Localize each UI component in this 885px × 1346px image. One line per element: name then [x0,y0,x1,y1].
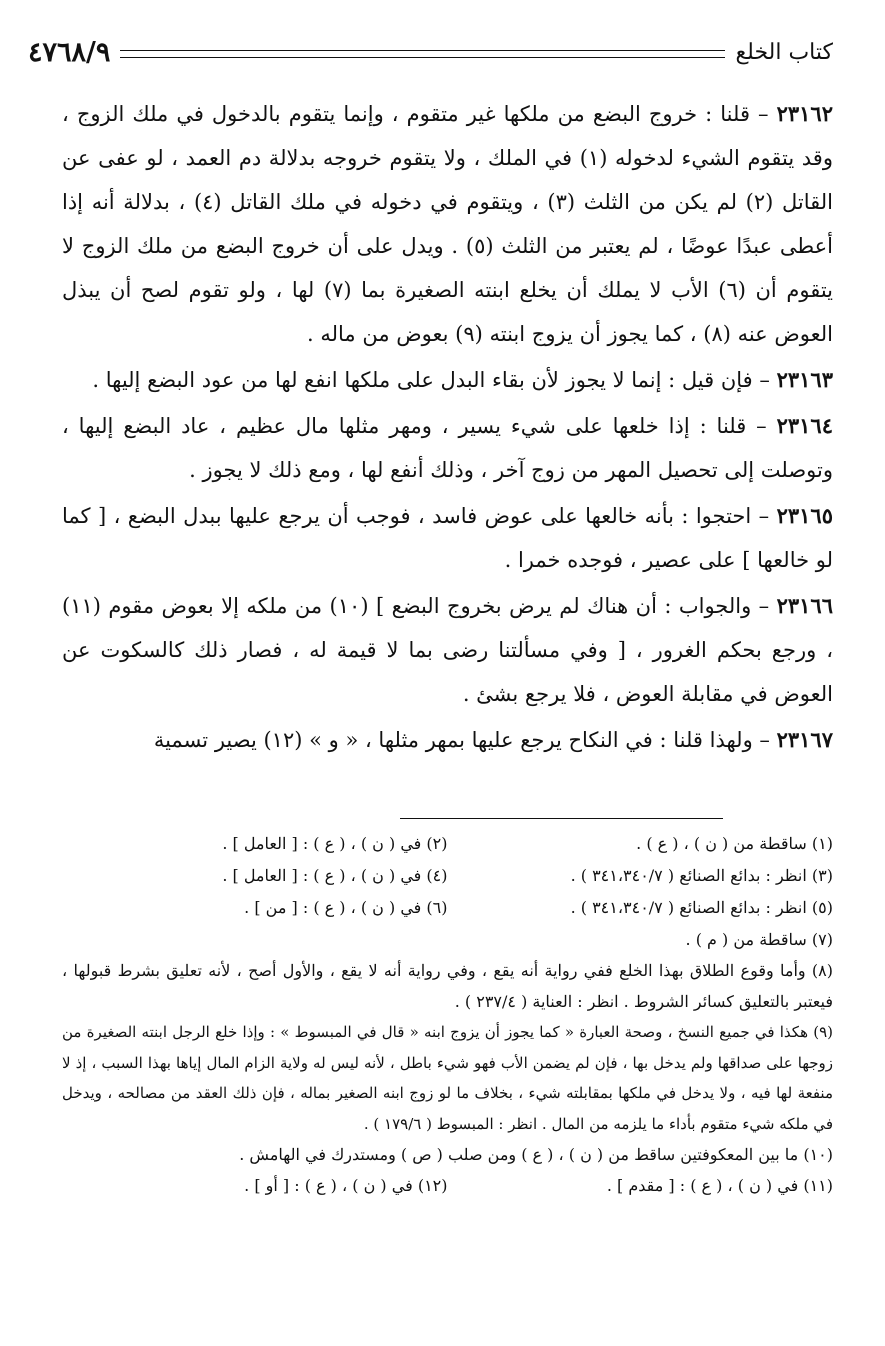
paragraph-number: ٢٣١٦٦ [776,593,833,618]
footnote-row [62,860,833,892]
footnote-row [62,828,833,860]
book-title: كتاب الخلع [735,39,833,65]
footnotes [62,828,833,1202]
footnote: (١٢) في ( ن ) ، ( ع ) : [ أو ] . [244,1176,448,1195]
paragraph-number: ٢٣١٦٥ [776,503,833,528]
paragraph [62,494,833,582]
paragraph [62,584,833,716]
paragraph-text: – قلنا : خروج البضع من ملكها غير متقوم ، وإنما يتقوم بالدخول في ملك الزوج ، وقد يتقوم الشيء لدخوله (١) في الملك ، ولا يتقوم خروجه بدلالة دم العمد ، لو عفى عن القاتل (٢) لم يكن من الثلث (٣) ، ويتقوم في دخوله في ملك القاتل (٤) ، بدلالة أنه إذا أعطى عبدًا عوضًا ، لم يعتبر من الثلث (٥) . ويدل على أن خروج البضع من ملك الزوج لا يتقوم أن (٦) الأب لا يملك أن يخلع ابنته الصغيرة بما (٧) لها ، ولو تقوم لصح أن يبذل العوض عنه (٨) ، كما يجوز أن يزوج ابنته (٩) بعوض من ماله . [62,102,833,346]
footnote-separator [400,818,723,819]
paragraph [62,92,833,356]
paragraph-text: – فإن قيل : إنما لا يجوز لأن بقاء البدل على ملكها انفع لها من عود البضع إليها . [92,368,770,392]
footnote: (١١) في ( ن ) ، ( ع ) : [ مقدم ] . [606,1176,833,1195]
paragraph-text: – والجواب : أن هناك لم يرض بخروج البضع ] (١٠) من ملكه إلا بعوض مقوم (١١) ، ورجع بحكم الغرور ، [ وفي مسألتنا رضى بما لا قيمة له ، فصار ذلك كالسكوت عن العوض في مقابلة العوض ، فلا يرجع بشئ . [62,594,833,706]
footnote: (٢) في ( ن ) ، ( ع ) : [ العامل ] . [222,834,448,853]
footnote: (٩) هكذا في جميع النسخ ، وصحة العبارة « كما يجوز أن يزوج ابنه « قال في المبسوط » : وإذا خلع الرجل ابنته الصغيرة من زوجها على صداقها ولم يدخل بها ، فإن لم يضمن الأب فهو شيء باطل ، لأنه ليس له ولاية الزام المال إياها بهذا السبب ، إذ لا منفعة لها فيه ، ولا يدخل في ملكها بمقابلته شيء ، بخلاف ما لو زوج ابنه الصغير بماله ، فإن ذلك العقد من مصالحه ، ويدخل في ملكه شيء متقوم بأداء ما يلزمه من المال . انظر : المبسوط ( ١٧٩/٦ ) . [62,1023,833,1133]
paragraph [62,358,833,402]
footnote-row [62,1170,833,1202]
footnote: (١٠) ما بين المعكوفتين ساقط من ( ن ) ، ( ع ) ومن صلب ( ص ) ومستدرك في الهامش . [239,1145,833,1164]
paragraph-text: – ولهذا قلنا : في النكاح يرجع عليها بمهر مثلها ، « و » (١٢) يصير تسمية [153,728,770,752]
footnote: (٥) انظر : بدائع الصنائع ( ٣٤١،٣٤٠/٧ ) . [570,898,833,917]
footnote: (١) ساقطة من ( ن ) ، ( ع ) . [636,834,833,853]
paragraph-text: – قلنا : إذا خلعها على شيء يسير ، ومهر مثلها مال عظيم ، عاد البضع إليها ، وتوصلت إلى تحصيل المهر من زوج آخر ، وذلك أنفع لها ، ومع ذلك لا يجوز . [62,414,833,482]
footnote: (٣) انظر : بدائع الصنائع ( ٣٤١،٣٤٠/٧ ) . [570,866,833,885]
paragraph-number: ٢٣١٦٣ [776,367,833,392]
paragraph [62,718,833,762]
footnote-row [62,892,833,924]
running-header [28,32,833,72]
footnote: (٨) وأما وقوع الطلاق بهذا الخلع ففي رواية أنه يقع ، وفي رواية أنه لا يقع ، والأول أصح ، لأنه تعليق بشرط قبولها ، فيعتبر بالتعليق كسائر الشروط . انظر : العناية ( ٢٣٧/٤ ) . [62,961,833,1011]
paragraph [62,404,833,492]
main-text [62,92,833,764]
paragraph-number: ٢٣١٦٢ [776,101,833,126]
paragraph-text: – احتجوا : بأنه خالعها على عوض فاسد ، فوجب أن يرجع عليها ببدل البضع ، [ كما لو خالعها ] على عصير ، فوجده خمرا . [62,504,833,572]
page-number: ٤٧٦٨/٩ [28,36,111,68]
footnote: (٧) ساقطة من ( م ) . [685,930,833,949]
paragraph-number: ٢٣١٦٤ [776,413,833,438]
paragraph-number: ٢٣١٦٧ [776,727,833,752]
footnote: (٤) في ( ن ) ، ( ع ) : [ العامل ] . [222,866,448,885]
footnote: (٦) في ( ن ) ، ( ع ) : [ من ] . [244,898,448,917]
header-rule [120,50,725,58]
